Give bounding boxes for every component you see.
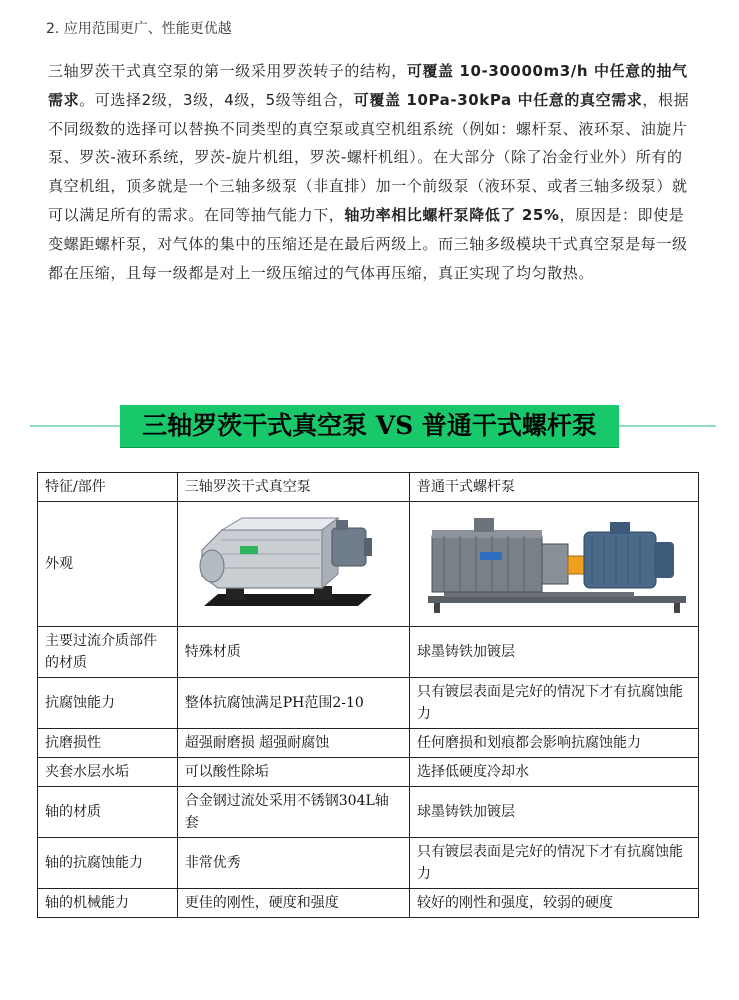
paragraph-text-run: ，原因是：即使是变螺距螺杆泵，对气体的集中的压缩还是在最后两级上。而三轴多级模块干式真空泵是每一级都在压缩，且每一级都是对上一级压缩过的气体再压缩，真正实现了均匀散热。 bbox=[48, 205, 688, 282]
feature-cell: 轴的机械能力 bbox=[38, 889, 178, 918]
paragraph-text-run: 三轴罗茨干式真空泵的第一级采用罗茨转子的结构， bbox=[48, 62, 407, 80]
screw-pump-value-cell: 任何磨损和划痕都会影响抗腐蚀能力 bbox=[410, 729, 699, 758]
roots-pump-image-cell bbox=[177, 502, 409, 627]
table-row bbox=[38, 758, 699, 787]
screw-vacuum-pump-image bbox=[414, 510, 694, 618]
screw-pump-value-cell: 选择低硬度冷却水 bbox=[410, 758, 699, 787]
table-row bbox=[38, 787, 699, 838]
table-row bbox=[38, 678, 699, 729]
appearance-row bbox=[38, 502, 699, 627]
header-cell-roots-pump: 三轴罗茨干式真空泵 bbox=[177, 473, 409, 502]
roots-pump-value-cell: 特殊材质 bbox=[177, 627, 409, 678]
paragraph-bold-run: 可覆盖 10-30000m3/h 中任意的抽气需求 bbox=[48, 62, 688, 109]
comparison-table bbox=[37, 472, 699, 918]
feature-cell: 夹套水层水垢 bbox=[38, 758, 178, 787]
table-header-row bbox=[38, 473, 699, 502]
feature-cell: 抗腐蚀能力 bbox=[38, 678, 178, 729]
table-row bbox=[38, 729, 699, 758]
paragraph-text-run: 。可选择2级，3级，4级，5级等组合， bbox=[79, 90, 354, 109]
feature-cell: 轴的材质 bbox=[38, 787, 178, 838]
appearance-label: 外观 bbox=[38, 502, 178, 627]
table-row bbox=[38, 889, 699, 918]
feature-cell: 抗磨损性 bbox=[38, 729, 178, 758]
roots-pump-value-cell: 更佳的刚性，硬度和强度 bbox=[177, 889, 409, 918]
intro-paragraph bbox=[48, 57, 696, 287]
feature-cell: 主要过流介质部件的材质 bbox=[38, 627, 178, 678]
paragraph-text-run: ，根据不同级数的选择可以替换不同类型的真空泵或真空机组系统（例如：螺杆泵、液环泵、油旋片泵、罗茨-液环系统，罗茨-旋片机组，罗茨-螺杆机组）。在大部分（除了冶金行业外）所有的真空机组，顶多就是一个三轴多级泵（非直排）加一个前级泵（液环泵、或者三轴多级泵）就可以满足所有的需求。在同等抽气能力下， bbox=[48, 90, 690, 224]
screw-pump-value-cell: 球墨铸铁加镀层 bbox=[410, 787, 699, 838]
roots-pump-value-cell: 合金钢过流处采用不锈钢304L轴套 bbox=[177, 787, 409, 838]
section-heading: 2. 应用范围更广、性能更优越 bbox=[46, 21, 232, 37]
feature-cell: 轴的抗腐蚀能力 bbox=[38, 838, 178, 889]
paragraph-bold-run: 轴功率相比螺杆泵降低了 25% bbox=[344, 205, 560, 224]
roots-pump-value-cell: 超强耐磨损 超强耐腐蚀 bbox=[177, 729, 409, 758]
screw-pump-value-cell: 球墨铸铁加镀层 bbox=[410, 627, 699, 678]
comparison-banner: 三轴罗茨干式真空泵 VS 普通干式螺杆泵 bbox=[120, 405, 619, 447]
screw-pump-image-cell bbox=[410, 502, 699, 627]
table-row bbox=[38, 838, 699, 889]
roots-pump-value-cell: 可以酸性除垢 bbox=[177, 758, 409, 787]
screw-pump-value-cell: 较好的刚性和强度，较弱的硬度 bbox=[410, 889, 699, 918]
roots-pump-value-cell: 非常优秀 bbox=[177, 838, 409, 889]
roots-dry-vacuum-pump-image bbox=[182, 510, 390, 618]
table-row bbox=[38, 627, 699, 678]
roots-pump-value-cell: 整体抗腐蚀满足PH范围2-10 bbox=[177, 678, 409, 729]
header-cell-feature: 特征/部件 bbox=[38, 473, 178, 502]
screw-pump-value-cell: 只有镀层表面是完好的情况下才有抗腐蚀能力 bbox=[410, 838, 699, 889]
screw-pump-value-cell: 只有镀层表面是完好的情况下才有抗腐蚀能力 bbox=[410, 678, 699, 729]
header-cell-screw-pump: 普通干式螺杆泵 bbox=[410, 473, 699, 502]
paragraph-bold-run: 可覆盖 10Pa-30kPa 中任意的真空需求 bbox=[353, 90, 643, 109]
